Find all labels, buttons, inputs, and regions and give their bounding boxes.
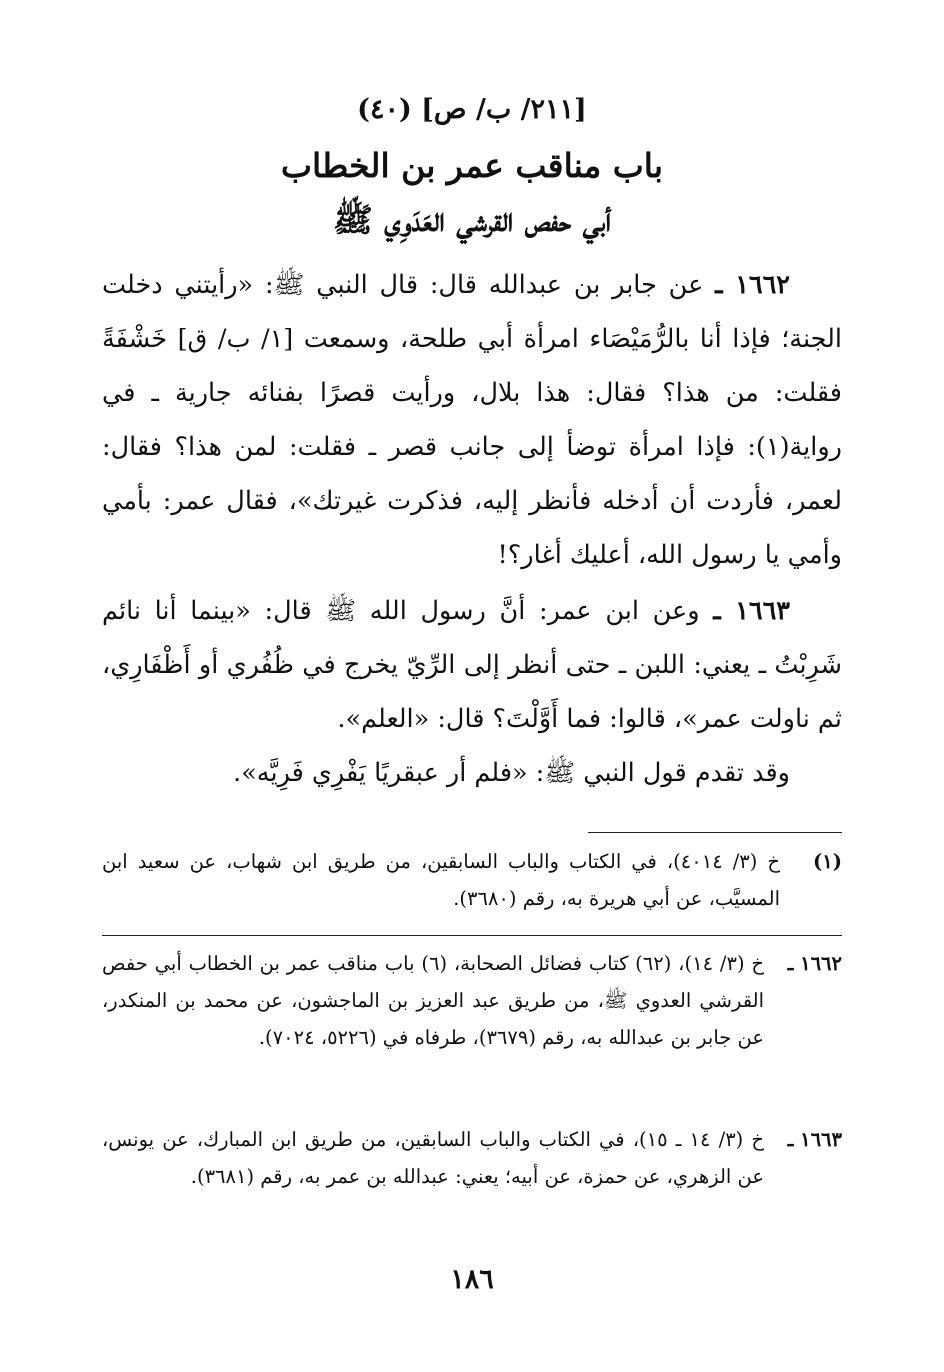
takhrij-text: خ (٣/ ١٤ ـ ١٥)، في الكتاب والباب السابقين، من طريق ابن المبارك، عن يونس، عن الزهري، عن حمزة، عن أبيه؛ يعني: عبدالله بن عمر به، رقم (٣٦٨١). (102, 1128, 764, 1188)
takhrij-1663 (102, 1121, 842, 1195)
takhrij-text: خ (٣/ ١٤)، (٦٢) كتاب فضائل الصحابة، (٦) باب مناقب عمر بن الخطاب أبي حفص القرشي العدوي ﷺ، من طريق عبد العزيز بن الماجشون، عن محمد بن المنكدر، عن جابر بن عبدالله به، رقم (٣٦٧٩)، طرفاه في (٥٢٢٦، ٧٠٢٤). (102, 952, 764, 1049)
takhrij-divider (102, 935, 842, 936)
takhrij-number: ١٦٦٣ ـ (787, 1128, 842, 1151)
cross-reference-note (102, 746, 842, 800)
chapter-subtitle: أبي حفص القرشي العَدَوِي ﷺ (332, 200, 612, 239)
footnote-number: (١) (813, 850, 842, 873)
note-text: وقد تقدم قول النبي ﷺ: «فلم أر عبقريًا يَفْرِي فَرِيَّه». (233, 758, 790, 788)
hadith-number: ١٦٦٣ ـ (713, 596, 790, 626)
footnote-divider (588, 832, 842, 833)
page-number: ١٨٦ (450, 1264, 494, 1295)
takhrij-1662 (102, 945, 842, 1056)
footnote-1 (102, 843, 842, 917)
hadith-text: عن جابر بن عبدالله قال: قال النبي ﷺ: «رأيتني دخلت الجنة؛ فإذا أنا بالرُّمَيْصَاء امرأة أبي طلحة، وسمعت [١/ ب/ ق] خَشْفَةً فقلت: من هذا؟ فقال: هذا بلال، ورأيت قصرًا بفنائه جارية ـ في رواية(١): فإذا امرأة توضأ إلى جانب قصر ـ فقلت: لمن هذا؟ فقال: لعمر، فأردت أن أدخله فأنظر إليه، فذكرت غيرتك»، فقال عمر: بأمي وأمي يا رسول الله، أعليك أغار؟! (102, 270, 842, 570)
hadith-text: وعن ابن عمر: أنَّ رسول الله ﷺ قال: «بينما أنا نائم شَرِبْتُ ـ يعني: اللبن ـ حتى أنظر إلى الرِّيّ يخرج في ظُفُري أو أَظْفَارِي، ثم ناولت عمر»، قالوا: فما أَوَّلْتَ؟ قال: «العلم». (102, 596, 842, 734)
manuscript-reference: [٢١١/ ب/ ص] (٤٠) (357, 94, 587, 125)
takhrij-number: ١٦٦٢ ـ (787, 952, 842, 975)
hadith-1663 (102, 584, 842, 746)
hadith-1662 (102, 258, 842, 582)
hadith-number: ١٦٦٢ ـ (715, 270, 790, 300)
footnote-text: خ (٣/ ٤٠١٤)، في الكتاب والباب السابقين، من طريق ابن شهاب، عن سعيد ابن المسيَّب، عن أبي هريرة به، رقم (٣٦٨٠). (102, 850, 780, 910)
chapter-title: باب مناقب عمر بن الخطاب (280, 146, 664, 185)
